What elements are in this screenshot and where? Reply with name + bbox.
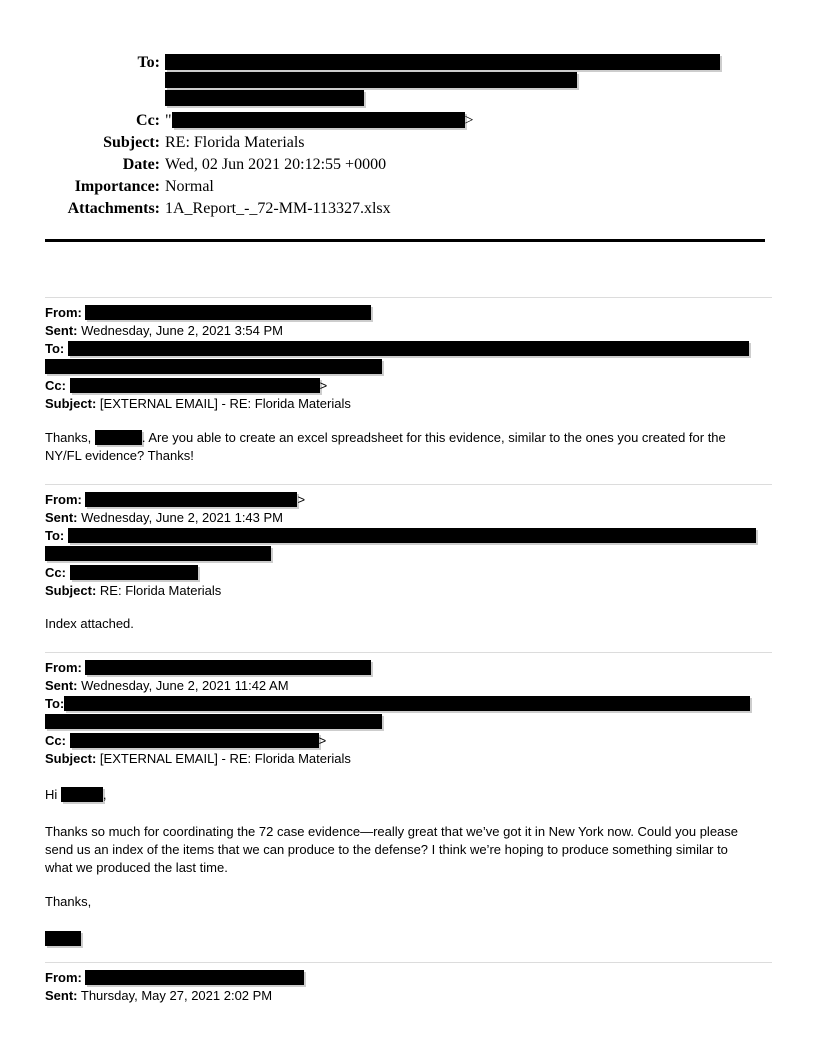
- email-thread: [45, 297, 772, 1005]
- to-row: [45, 340, 772, 358]
- cc-value: [165, 110, 772, 132]
- from-label: From:: [45, 660, 82, 675]
- cc-label: Cc:: [45, 565, 66, 580]
- to-row-continued: [45, 546, 772, 564]
- subject-row: [45, 132, 772, 154]
- email-message: [45, 962, 772, 1005]
- cc-label: Cc:: [45, 378, 66, 393]
- subject-row: [45, 395, 772, 413]
- cc-angle-bracket: >: [464, 112, 474, 129]
- from-row: [45, 969, 772, 987]
- redaction-bar: [61, 787, 103, 802]
- body-line: NY/FL evidence? Thanks!: [45, 448, 194, 463]
- to-row: [45, 527, 772, 545]
- sent-label: Sent:: [45, 510, 78, 525]
- cc-row: [45, 564, 772, 582]
- to-label: To:: [45, 696, 65, 711]
- sent-value: Wednesday, June 2, 2021 3:54 PM: [81, 323, 283, 338]
- to-row: [45, 54, 772, 106]
- redaction-bar: [165, 54, 720, 70]
- to-row-continued: [45, 359, 772, 377]
- cc-row: [45, 377, 772, 395]
- date-label: Date:: [122, 156, 160, 173]
- email-message: [45, 652, 772, 962]
- from-angle-bracket: >: [297, 492, 306, 507]
- body-line: what we produced the last time.: [45, 860, 228, 875]
- sent-row: [45, 677, 772, 695]
- cc-angle-bracket: >: [318, 733, 327, 748]
- to-value: [165, 54, 772, 106]
- body-text: . Are you able to create an excel spreadsheet for this evidence, similar to the ones you created for the: [141, 430, 726, 445]
- signature-redaction-bar: [45, 931, 81, 946]
- redaction-bar: [85, 970, 304, 985]
- subject-value: [EXTERNAL EMAIL] - RE: Florida Materials: [99, 396, 351, 411]
- subject-label: Subject:: [45, 396, 97, 411]
- to-row: [45, 695, 772, 713]
- sent-row: [45, 987, 772, 1005]
- attachments-row: [45, 198, 772, 220]
- redaction-bar: [68, 341, 749, 356]
- redaction-bar: [172, 112, 465, 128]
- sent-label: Sent:: [45, 988, 78, 1003]
- importance-label: Importance:: [74, 178, 160, 195]
- redaction-bar: [85, 492, 297, 507]
- importance-row: [45, 176, 772, 198]
- attachments-label: Attachments:: [67, 200, 160, 217]
- body-line: Thanks so much for coordinating the 72 case evidence—really great that we’ve got it in New York now. Could you please: [45, 824, 739, 839]
- attachment-filename: 1A_Report_-_72-MM-113327.xlsx: [165, 200, 391, 217]
- sent-value: Thursday, May 27, 2021 2:02 PM: [80, 988, 273, 1003]
- subject-label: Subject:: [103, 134, 160, 151]
- redaction-bar: [64, 696, 750, 711]
- to-label: To:: [45, 528, 65, 543]
- cc-label: Cc:: [136, 112, 160, 129]
- redaction-bar: [45, 359, 382, 374]
- importance-value: Normal: [165, 178, 214, 195]
- redaction-bar: [70, 565, 198, 580]
- subject-value: RE: Florida Materials: [165, 134, 305, 151]
- date-value: Wed, 02 Jun 2021 20:12:55 +0000: [165, 156, 387, 173]
- redaction-bar: [45, 546, 271, 561]
- sent-value: Wednesday, June 2, 2021 1:43 PM: [81, 510, 283, 525]
- from-row: [45, 659, 772, 677]
- from-label: From:: [45, 492, 82, 507]
- subject-row: [45, 750, 772, 768]
- subject-value: RE: Florida Materials: [99, 583, 222, 598]
- redaction-bar: [95, 430, 142, 445]
- body-text: Thanks,: [45, 430, 92, 445]
- from-label: From:: [45, 305, 82, 320]
- cc-label: Cc:: [45, 733, 66, 748]
- redaction-bar: [68, 528, 756, 543]
- redaction-bar: [85, 660, 371, 675]
- from-row: [45, 304, 772, 322]
- cc-open-quote: ": [165, 112, 172, 129]
- email-message: [45, 297, 772, 484]
- email-body: [45, 429, 772, 465]
- email-body: [45, 615, 772, 633]
- redaction-bar: [70, 733, 319, 748]
- from-label: From:: [45, 970, 82, 985]
- greeting-line: [45, 786, 772, 804]
- sent-value: Wednesday, June 2, 2021 11:42 AM: [81, 678, 289, 693]
- redaction-bar: [85, 305, 371, 320]
- sent-label: Sent:: [45, 678, 78, 693]
- body-text: Hi: [45, 787, 58, 802]
- to-label: To:: [137, 54, 160, 71]
- to-row-continued: [45, 714, 772, 732]
- email-message: [45, 484, 772, 652]
- subject-label: Subject:: [45, 751, 97, 766]
- sent-label: Sent:: [45, 323, 78, 338]
- body-line: send us an index of the items that we can produce to the defense? I think we’re hoping to produce something similar to: [45, 842, 728, 857]
- redaction-bar: [165, 90, 364, 106]
- redaction-bar: [165, 72, 577, 88]
- redaction-bar: [70, 378, 320, 393]
- redaction-bar: [45, 714, 382, 729]
- subject-row: [45, 582, 772, 600]
- to-label: To:: [45, 341, 65, 356]
- cc-angle-bracket: >: [319, 378, 328, 393]
- from-row: [45, 491, 772, 509]
- body-line: Index attached.: [45, 616, 134, 631]
- subject-label: Subject:: [45, 583, 97, 598]
- header-divider: [45, 239, 765, 242]
- body-text: ,: [102, 787, 107, 802]
- cc-row: [45, 732, 772, 750]
- body-line: [45, 429, 772, 447]
- sent-row: [45, 322, 772, 340]
- email-body: [45, 823, 772, 877]
- email-header: [45, 0, 772, 220]
- date-row: [45, 154, 772, 176]
- closing-line: Thanks,: [45, 894, 92, 909]
- sent-row: [45, 509, 772, 527]
- cc-row: [45, 110, 772, 132]
- subject-value: [EXTERNAL EMAIL] - RE: Florida Materials: [99, 751, 351, 766]
